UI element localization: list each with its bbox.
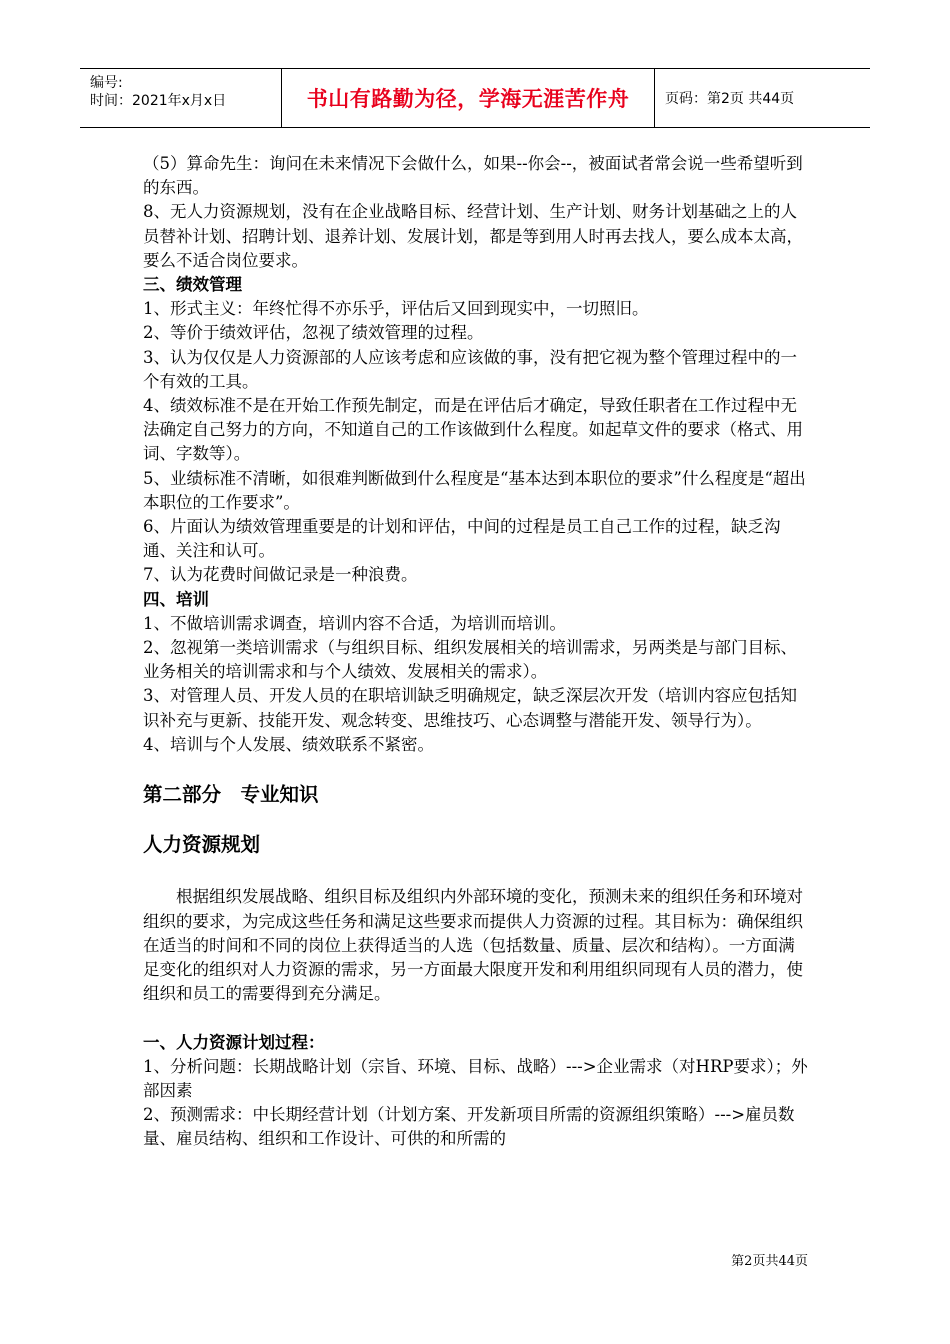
list-item: 1、形式主义：年终忙得不亦乐乎，评估后又回到现实中，一切照旧。	[143, 299, 649, 319]
chapter-title: 人力资源规划	[143, 833, 261, 857]
list-item: 4、培训与个人发展、绩效联系不紧密。	[143, 734, 434, 754]
section-heading: 一、人力资源计划过程：	[143, 1032, 325, 1052]
section-heading: 三、绩效管理	[143, 275, 242, 295]
paragraph: （5）算命先生：询问在未来情况下会做什么，如果--你会--，被面试者常会说一些希望听到的东西。	[143, 154, 803, 198]
section-heading: 四、培训	[143, 589, 209, 609]
list-item: 7、认为花费时间做记录是一种浪费。	[143, 565, 418, 585]
list-item: 2、忽视第一类培训需求（与组织目标、组织发展相关的培训需求，另两类是与部门目标、业务相关的培训需求和与个人绩效、发展相关的需求）。	[143, 638, 797, 682]
header-meta	[80, 69, 282, 127]
list-item: 4、绩效标准不是在开始工作预先制定，而是在评估后才确定，导致任职者在工作过程中无法确定自己努力的方向，不知道自己的工作该做到什么程度。如起草文件的要求（格式、用词、字数等）。	[143, 396, 803, 464]
list-item: 2、预测需求：中长期经营计划（计划方案、开发新项目所需的资源组织策略）--->雇员数量、雇员结构、组织和工作设计、可供的和所需的	[143, 1105, 795, 1149]
list-item: 3、对管理人员、开发人员的在职培训缺乏明确规定，缺乏深层次开发（培训内容应包括知识补充与更新、技能开发、观念转变、思维技巧、心态调整与潜能开发、领导行为）。	[143, 686, 797, 730]
document-body	[143, 152, 808, 1152]
header-motto: 书山有路勤为径，学海无涯苦作舟	[282, 69, 655, 127]
list-item: 1、不做培训需求调查，培训内容不合适，为培训而培训。	[143, 613, 566, 633]
time-label: 时间：2021年x月x日	[90, 93, 227, 109]
part-heading: 第二部分 专业知识	[143, 783, 319, 807]
list-item: 3、认为仅仅是人力资源部的人应该考虑和应该做的事，没有把它视为整个管理过程中的一个有效的工具。	[143, 347, 797, 391]
paragraph: 8、无人力资源规划，没有在企业战略目标、经营计划、生产计划、财务计划基础之上的人员替补计划、招聘计划、退养计划、发展计划，都是等到用人时再去找人，要么成本太高，要么不适合岗位要求。	[143, 202, 803, 270]
list-item: 1、分析问题：长期战略计划（宗旨、环境、目标、战略）--->企业需求（对HRP要求）；外部因素	[143, 1056, 808, 1100]
header-page-label: 页码：第2页 共44页	[665, 91, 795, 107]
list-item: 2、等价于绩效评估，忽视了绩效管理的过程。	[143, 323, 484, 343]
intro-paragraph: 根据组织发展战略、组织目标及组织内外部环境的变化，预测未来的组织任务和环境对组织的要求，为完成这些任务和满足这些要求而提供人力资源的过程。其目标为：确保组织在适当的时间和不同的岗位上获得适当的人选（包括数量、质量、层次和结构）。一方面满足变化的组织对人力资源的需求，另一方面最大限度开发和利用组织同现有人员的潜力，使组织和员工的需要得到充分满足。	[143, 887, 803, 1004]
number-label: 编号:	[90, 75, 123, 91]
list-item: 6、片面认为绩效管理重要是的计划和评估，中间的过程是员工自己工作的过程，缺乏沟通、关注和认可。	[143, 517, 781, 561]
page-header	[80, 68, 870, 128]
page-footer: 第2页共44页	[731, 1254, 808, 1269]
list-item: 5、业绩标准不清晰，如很难判断做到什么程度是“基本达到本职位的要求”什么程度是“超出本职位的工作要求”。	[143, 468, 806, 512]
